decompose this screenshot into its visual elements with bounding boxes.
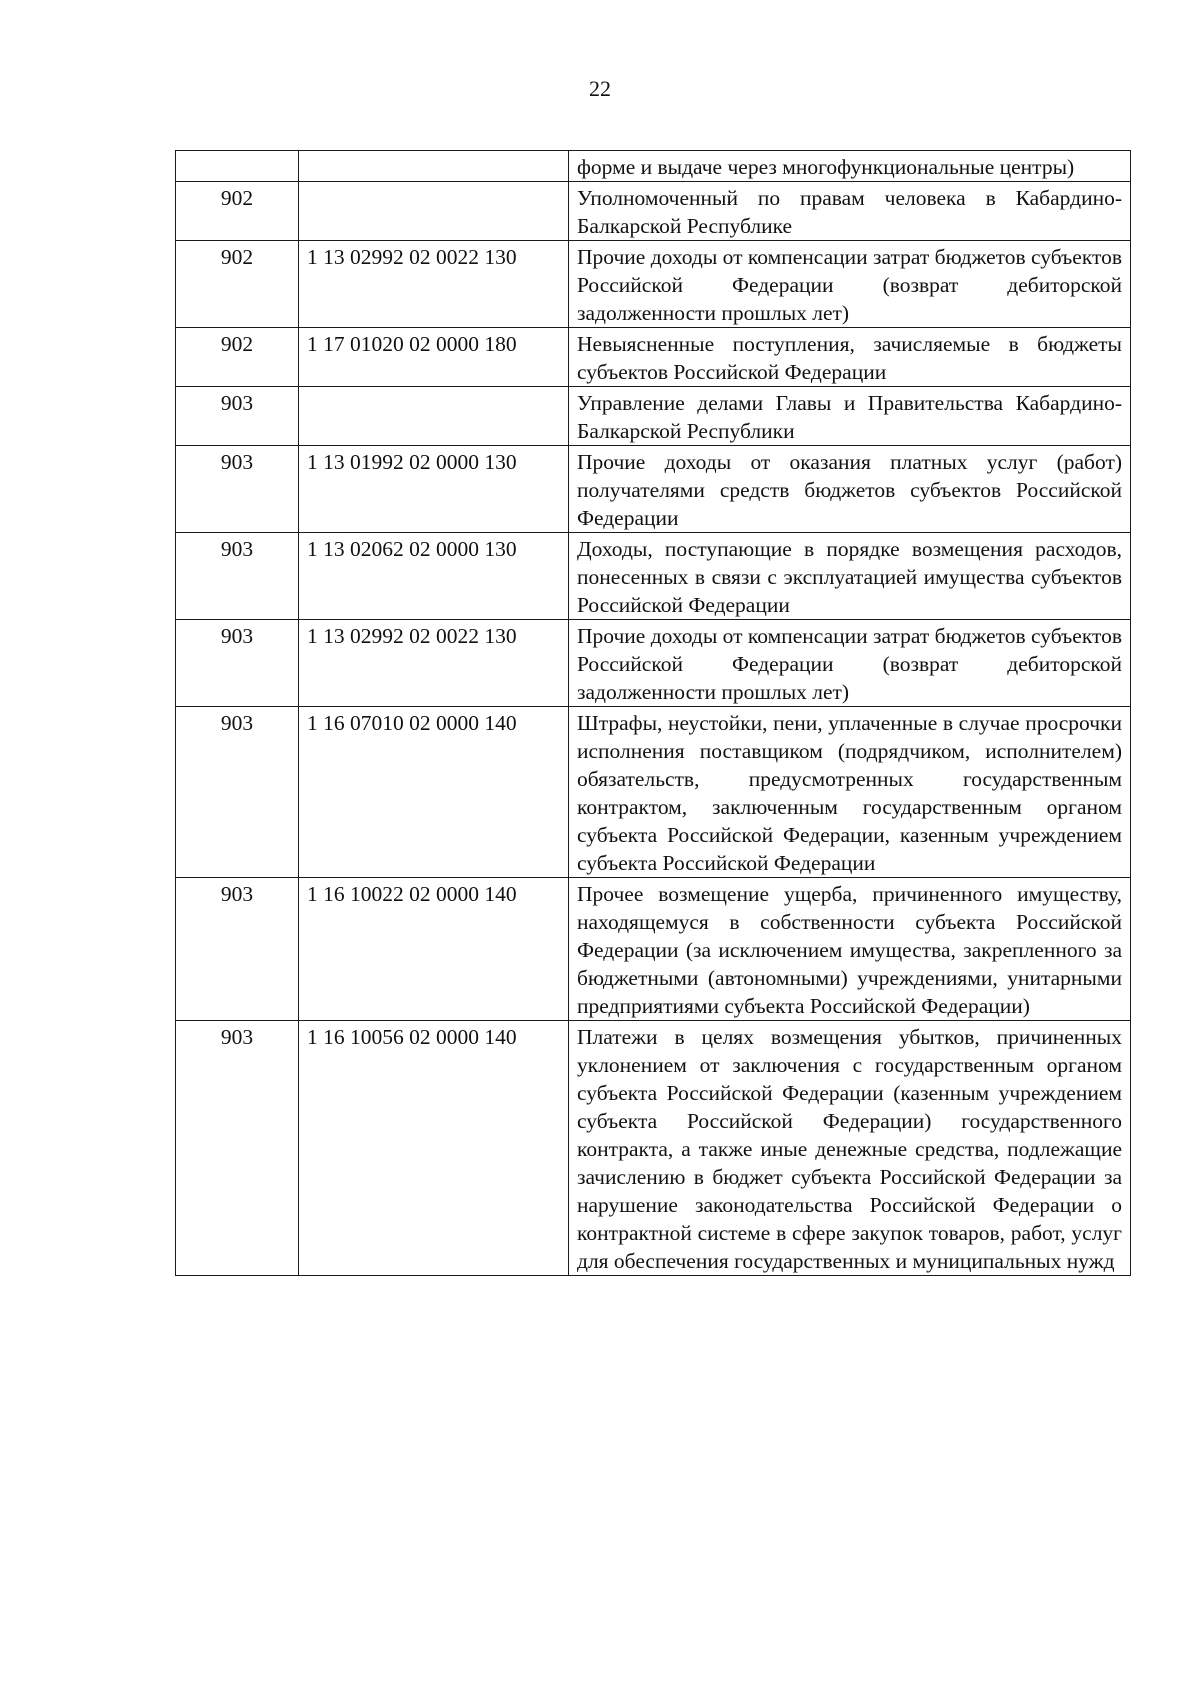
admin-code-cell: 903 (176, 878, 299, 1021)
admin-code-cell: 903 (176, 533, 299, 620)
budget-code-cell: 1 17 01020 02 0000 180 (299, 328, 569, 387)
description-cell: Прочее возмещение ущерба, причиненного имуществу, находящемуся в собственности субъекта Российской Федерации (за исключением имущества, закрепленного за бюджетными (автономными) учреждениями, унитарными предприятиями субъекта Российской Федерации) (569, 878, 1131, 1021)
admin-code-cell: 902 (176, 182, 299, 241)
table-row (176, 328, 1131, 387)
table-row (176, 533, 1131, 620)
admin-code-cell: 902 (176, 241, 299, 328)
admin-code-cell: 903 (176, 387, 299, 446)
budget-classification-table (175, 150, 1131, 1276)
budget-code-cell (299, 182, 569, 241)
page-number: 22 (589, 76, 611, 101)
description-cell: Прочие доходы от компенсации затрат бюджетов субъектов Российской Федерации (возврат дебиторской задолженности прошлых лет) (569, 241, 1131, 328)
admin-code-cell (176, 151, 299, 182)
description-cell: Прочие доходы от компенсации затрат бюджетов субъектов Российской Федерации (возврат дебиторской задолженности прошлых лет) (569, 620, 1131, 707)
table-row (176, 241, 1131, 328)
admin-code-cell: 903 (176, 707, 299, 878)
budget-code-cell: 1 13 01992 02 0000 130 (299, 446, 569, 533)
budget-code-cell: 1 16 10056 02 0000 140 (299, 1021, 569, 1276)
table-row (176, 620, 1131, 707)
table-row (176, 182, 1131, 241)
description-cell: Доходы, поступающие в порядке возмещения расходов, понесенных в связи с эксплуатацией имущества субъектов Российской Федерации (569, 533, 1131, 620)
table-row (176, 446, 1131, 533)
table-row (176, 1021, 1131, 1276)
description-cell: Прочие доходы от оказания платных услуг (работ) получателями средств бюджетов субъектов Российской Федерации (569, 446, 1131, 533)
description-cell: Штрафы, неустойки, пени, уплаченные в случае просрочки исполнения поставщиком (подрядчиком, исполнителем) обязательств, предусмотренных государственным контрактом, заключенным государственным органом субъекта Российской Федерации, казенным учреждением субъекта Российской Федерации (569, 707, 1131, 878)
budget-code-cell (299, 151, 569, 182)
table-row (176, 387, 1131, 446)
budget-code-cell (299, 387, 569, 446)
table-row (176, 878, 1131, 1021)
admin-code-cell: 903 (176, 446, 299, 533)
description-cell: Платежи в целях возмещения убытков, причиненных уклонением от заключения с государственным органом субъекта Российской Федерации (казенным учреждением субъекта Российской Федерации) государственного контракта, а также иные денежные средства, подлежащие зачислению в бюджет субъекта Российской Федерации за нарушение законодательства Российской Федерации о контрактной системе в сфере закупок товаров, работ, услуг для обеспечения государственных и муниципальных нужд (569, 1021, 1131, 1276)
description-cell: форме и выдаче через многофункциональные центры) (569, 151, 1131, 182)
budget-code-cell: 1 13 02992 02 0022 130 (299, 620, 569, 707)
budget-code-cell: 1 16 07010 02 0000 140 (299, 707, 569, 878)
table-row (176, 707, 1131, 878)
admin-code-cell: 903 (176, 1021, 299, 1276)
description-cell: Управление делами Главы и Правительства Кабардино-Балкарской Республики (569, 387, 1131, 446)
admin-code-cell: 903 (176, 620, 299, 707)
admin-code-cell: 902 (176, 328, 299, 387)
description-cell: Уполномоченный по правам человека в Кабардино-Балкарской Республике (569, 182, 1131, 241)
table-row (176, 151, 1131, 182)
budget-code-cell: 1 13 02992 02 0022 130 (299, 241, 569, 328)
budget-code-cell: 1 16 10022 02 0000 140 (299, 878, 569, 1021)
description-cell: Невыясненные поступления, зачисляемые в бюджеты субъектов Российской Федерации (569, 328, 1131, 387)
budget-code-cell: 1 13 02062 02 0000 130 (299, 533, 569, 620)
